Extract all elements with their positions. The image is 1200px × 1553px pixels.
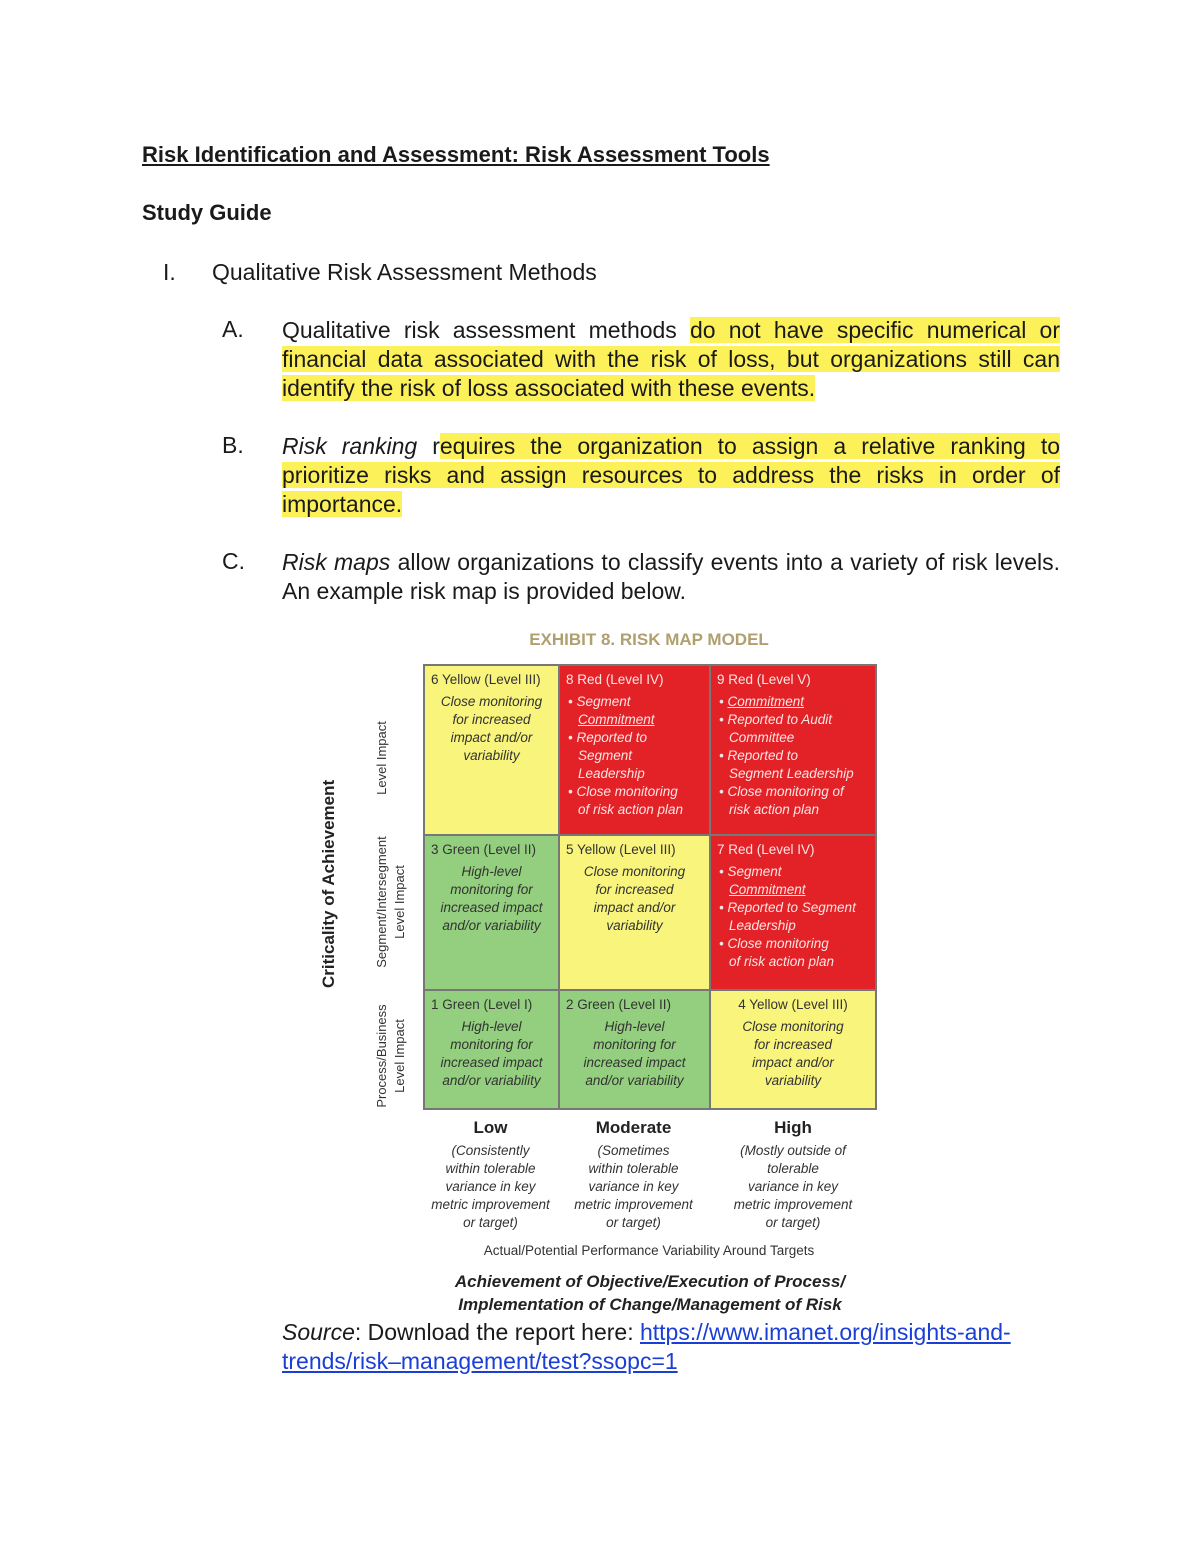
y-axis-title: Criticality of Achievement — [319, 779, 338, 988]
column-label-high: High — [774, 1118, 812, 1137]
source-label: Source — [282, 1319, 355, 1345]
risk-cell-8: 8 Red (Level IV) • Segment Commitment • Reported to Segment Leadership • Close monitoring of risk action plan — [559, 665, 710, 835]
item-b-term: Risk ranking — [282, 433, 418, 459]
page-subtitle: Study Guide — [142, 200, 272, 225]
risk-cell-4: 4 Yellow (Level III) Close monitoring for increased impact and/or variability — [710, 990, 876, 1109]
risk-cell-7: 7 Red (Level IV) • Segment Commitment • Reported to Segment Leadership • Close monitoring of risk action plan — [710, 835, 876, 990]
item-c-body: allow organizations to classify events into a variety of risk levels. An example risk map is provided below. — [282, 549, 1061, 604]
risk-cell-5: 5 Yellow (Level III) Close monitoring for increased impact and/or variability — [559, 835, 710, 990]
item-c-term: Risk maps — [282, 549, 391, 575]
item-a-highlight: do not have specific numerical or financial data associated with the risk of loss, but organizations still can identify the risk of loss associated with these events. — [282, 317, 1060, 401]
row-label-bottom: Process/Business Level Impact — [374, 1004, 407, 1108]
risk-cell-3: 3 Green (Level II) High-level monitoring for increased impact and/or variability — [424, 835, 559, 990]
item-a-letter: A. — [222, 316, 244, 342]
source-link[interactable]: https://www.imanet.org/insights-and-trends/risk–management/test?ssopc=1 — [282, 1319, 1011, 1374]
exhibit-title: EXHIBIT 8. RISK MAP MODEL — [529, 630, 769, 649]
risk-map-grid — [423, 664, 877, 1110]
source-text: : Download the report here: — [354, 1319, 640, 1345]
row-label-top: Level Impact — [374, 721, 389, 795]
item-b-letter: B. — [222, 432, 244, 458]
item-b-lead: r — [417, 433, 440, 459]
row-label-middle: Segment/Intersegment Level Impact — [374, 836, 407, 968]
source-line — [282, 1318, 1072, 1376]
column-desc-moderate: (Sometimes within tolerable variance in key metric improvement or target) — [574, 1143, 693, 1230]
column-label-moderate: Moderate — [595, 1118, 672, 1137]
column-desc-high: (Mostly outside of tolerable variance in key metric improvement or target) — [733, 1143, 853, 1230]
section-number: I. — [163, 259, 176, 285]
page-title: Risk Identification and Assessment: Risk Assessment Tools — [142, 142, 770, 167]
column-desc-low: (Consistently within tolerable variance in key metric improvement or target) — [431, 1143, 550, 1230]
item-c-text — [282, 548, 1060, 606]
item-a-text — [282, 316, 1060, 403]
risk-cell-6: 6 Yellow (Level III) Close monitoring for increased impact and/or variability — [424, 665, 559, 835]
x-axis-subtitle: Actual/Potential Performance Variability Around Targets — [483, 1243, 815, 1258]
risk-cell-9: 9 Red (Level V) • Commitment • Reported to Audit Committee • Reported to Segment Leadership • Close monitoring of risk action plan — [710, 665, 876, 835]
item-b-highlight: equires the organization to assign a relative ranking to prioritize risks and assign resources to address the risks in order of importance. — [282, 433, 1060, 517]
x-axis-title: Achievement of Objective/Execution of Process/ Implementation of Change/Management of Risk — [454, 1272, 846, 1314]
item-c-letter: C. — [222, 548, 245, 574]
section-heading: Qualitative Risk Assessment Methods — [212, 259, 597, 285]
risk-cell-2: 2 Green (Level II) High-level monitoring for increased impact and/or variability — [559, 990, 710, 1109]
column-label-low: Low — [473, 1118, 508, 1137]
risk-cell-1: 1 Green (Level I) High-level monitoring for increased impact and/or variability — [424, 990, 559, 1109]
item-a-lead: Qualitative risk assessment methods — [282, 317, 690, 343]
item-b-text — [282, 432, 1060, 519]
